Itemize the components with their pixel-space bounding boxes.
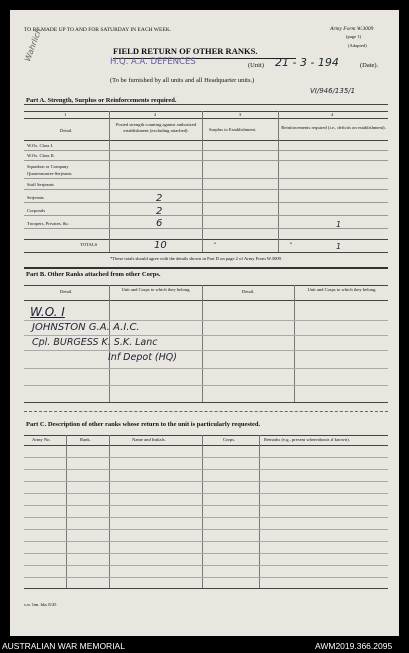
totals-surplus-mark: • xyxy=(214,241,216,247)
part-b-col-detail: Detail. xyxy=(60,289,73,294)
part-a-totals-top xyxy=(24,239,388,240)
row-rule xyxy=(24,541,388,542)
row-value-troopers: 6 xyxy=(156,218,163,229)
totals-label: TOTALS xyxy=(80,242,98,247)
date-label: (Date). xyxy=(360,62,379,69)
part-a-header-rule xyxy=(24,140,388,141)
part-c-heading: Part C. Description of other ranks whose return to the unit is particularly requested. xyxy=(26,421,261,428)
totals-reinforcements: 1 xyxy=(336,242,342,251)
part-a-col-posted: Posted strength counting against authorized establishment (excluding attached). xyxy=(115,122,197,133)
part-a-col-surplus: Surplus to Establishment. xyxy=(209,127,257,132)
part-c-col-name: Name and Initials. xyxy=(132,437,166,442)
part-a-footnote: *These totals should agree with the details shown in Part D on page 2 of Army Form W.3009. xyxy=(110,256,283,261)
part-b-col-unit-corps: Unit and Corps to which they belong. xyxy=(121,287,191,292)
archive-name: AUSTRALIAN WAR MEMORIAL xyxy=(2,641,125,651)
row-label: Quartermaster-Serjeants xyxy=(27,171,72,176)
part-c-table-bottom xyxy=(24,588,388,589)
form-number: Army Form W.3009 xyxy=(330,26,374,32)
row-rule xyxy=(24,202,388,203)
row-label: W.Os. Class I. xyxy=(27,143,54,148)
part-a-colnum-3: 3 xyxy=(239,112,242,117)
row-label: Serjeants xyxy=(27,195,44,200)
row-label: Staff Serjeants xyxy=(27,182,54,187)
entry-line-3: Inf Depot (HQ) xyxy=(108,352,177,363)
part-c-col-corps: Corps. xyxy=(223,437,236,442)
archive-footer xyxy=(0,638,409,653)
row-rule xyxy=(24,335,388,336)
entry-line-1: JOHNSTON G.A. A.I.C. xyxy=(32,322,140,333)
totals-reinf-mark: • xyxy=(290,241,292,247)
row-value-corporals: 2 xyxy=(156,206,163,217)
part-a-col-div-2 xyxy=(202,111,203,252)
part-c-col-army-no: Army No. xyxy=(32,437,51,442)
row-rule xyxy=(24,577,388,578)
row-rule xyxy=(24,481,388,482)
row-rule xyxy=(24,457,388,458)
part-b-table-top xyxy=(24,285,388,286)
part-b-header-rule xyxy=(24,300,388,301)
part-a-colnum-4: 4 xyxy=(331,112,334,117)
unit-label: (Unit) xyxy=(248,62,264,69)
part-a-table-top xyxy=(24,111,388,112)
part-a-heading: Part A. Strength, Surplus or Reinforcements required. xyxy=(26,97,177,104)
part-a-col-reinforcements: Reinforcements required (i.e., deficits on establishment). xyxy=(281,125,386,130)
row-label: Corporals xyxy=(27,208,46,213)
perforation-line xyxy=(24,411,388,412)
row-rule xyxy=(24,189,388,190)
row-rule xyxy=(24,178,388,179)
row-rule xyxy=(24,553,388,554)
part-a-totals-bottom xyxy=(24,252,388,253)
part-a-col-detail: Detail. xyxy=(60,128,73,133)
part-b-heading: Part B. Other Ranks attached from other Corps. xyxy=(26,271,161,278)
document-page xyxy=(10,10,399,636)
row-rule xyxy=(24,469,388,470)
row-rule xyxy=(24,368,388,369)
row-rule xyxy=(24,350,388,351)
row-rule xyxy=(24,228,388,229)
part-a-colnum-1: 1 xyxy=(64,112,67,117)
part-a-col-div-1 xyxy=(109,111,110,252)
part-a-col-div-3 xyxy=(278,111,279,252)
row-label: Squadron or Company xyxy=(27,164,69,169)
margin-annotation: Wahrlich xyxy=(23,27,44,63)
row-value-serjeants: 2 xyxy=(156,193,163,204)
form-adapted: (Adapted) xyxy=(348,43,367,48)
part-a-colnum-rule xyxy=(24,118,388,119)
row-rule xyxy=(24,505,388,506)
part-c-col-rank: Rank. xyxy=(80,437,91,442)
part-c-header-rule xyxy=(24,445,388,446)
row-rule xyxy=(24,385,388,386)
row-value-troopers-reinf: 1 xyxy=(336,220,342,229)
part-b-col-unit-corps-2: Unit and Corps to which they belong. xyxy=(307,287,377,292)
part-b-top-rule xyxy=(24,267,388,269)
row-label: W.Os. Class II. xyxy=(27,153,55,158)
part-b-table-bottom xyxy=(24,402,388,403)
part-a-colnum-2: 2 xyxy=(154,112,157,117)
row-rule xyxy=(24,529,388,530)
part-b-col-detail-2: Detail. xyxy=(242,289,255,294)
entry-rank-heading: W.O. I xyxy=(30,305,65,319)
weekly-note: TO BE MADE UP TO AND FOR SATURDAY IN EACH WEEK. xyxy=(24,27,172,33)
form-page: (page 1) xyxy=(346,34,362,39)
row-rule xyxy=(24,160,388,161)
entry-line-2: Cpl. BURGESS K. S.K. Lanc xyxy=(32,337,158,348)
totals-posted: 10 xyxy=(154,240,167,251)
form-title: FIELD RETURN OF OTHER RANKS. xyxy=(113,46,258,56)
row-rule xyxy=(24,320,388,321)
date-handwritten: 21 - 3 - 194 xyxy=(275,56,339,69)
furnish-note: (To be furnished by all units and all Headquarter units.) xyxy=(110,77,255,84)
reference-handwritten: VI/946/135/1 xyxy=(310,87,356,95)
row-rule xyxy=(24,150,388,151)
part-c-col-remarks: Remarks (e.g., present whereabouts if known). xyxy=(264,437,350,442)
part-c-table-top xyxy=(24,435,388,436)
row-rule xyxy=(24,493,388,494)
archive-accession: AWM2019.366.2095 xyxy=(315,641,393,651)
printer-imprint: s.w. lim. bks 8/45 xyxy=(24,602,57,607)
row-rule xyxy=(24,565,388,566)
row-label: Troopers, Privates, &c. xyxy=(27,221,70,226)
row-rule xyxy=(24,215,388,216)
unit-stamp: H.Q. A.A. DEFENCES xyxy=(110,57,196,67)
row-rule xyxy=(24,517,388,518)
